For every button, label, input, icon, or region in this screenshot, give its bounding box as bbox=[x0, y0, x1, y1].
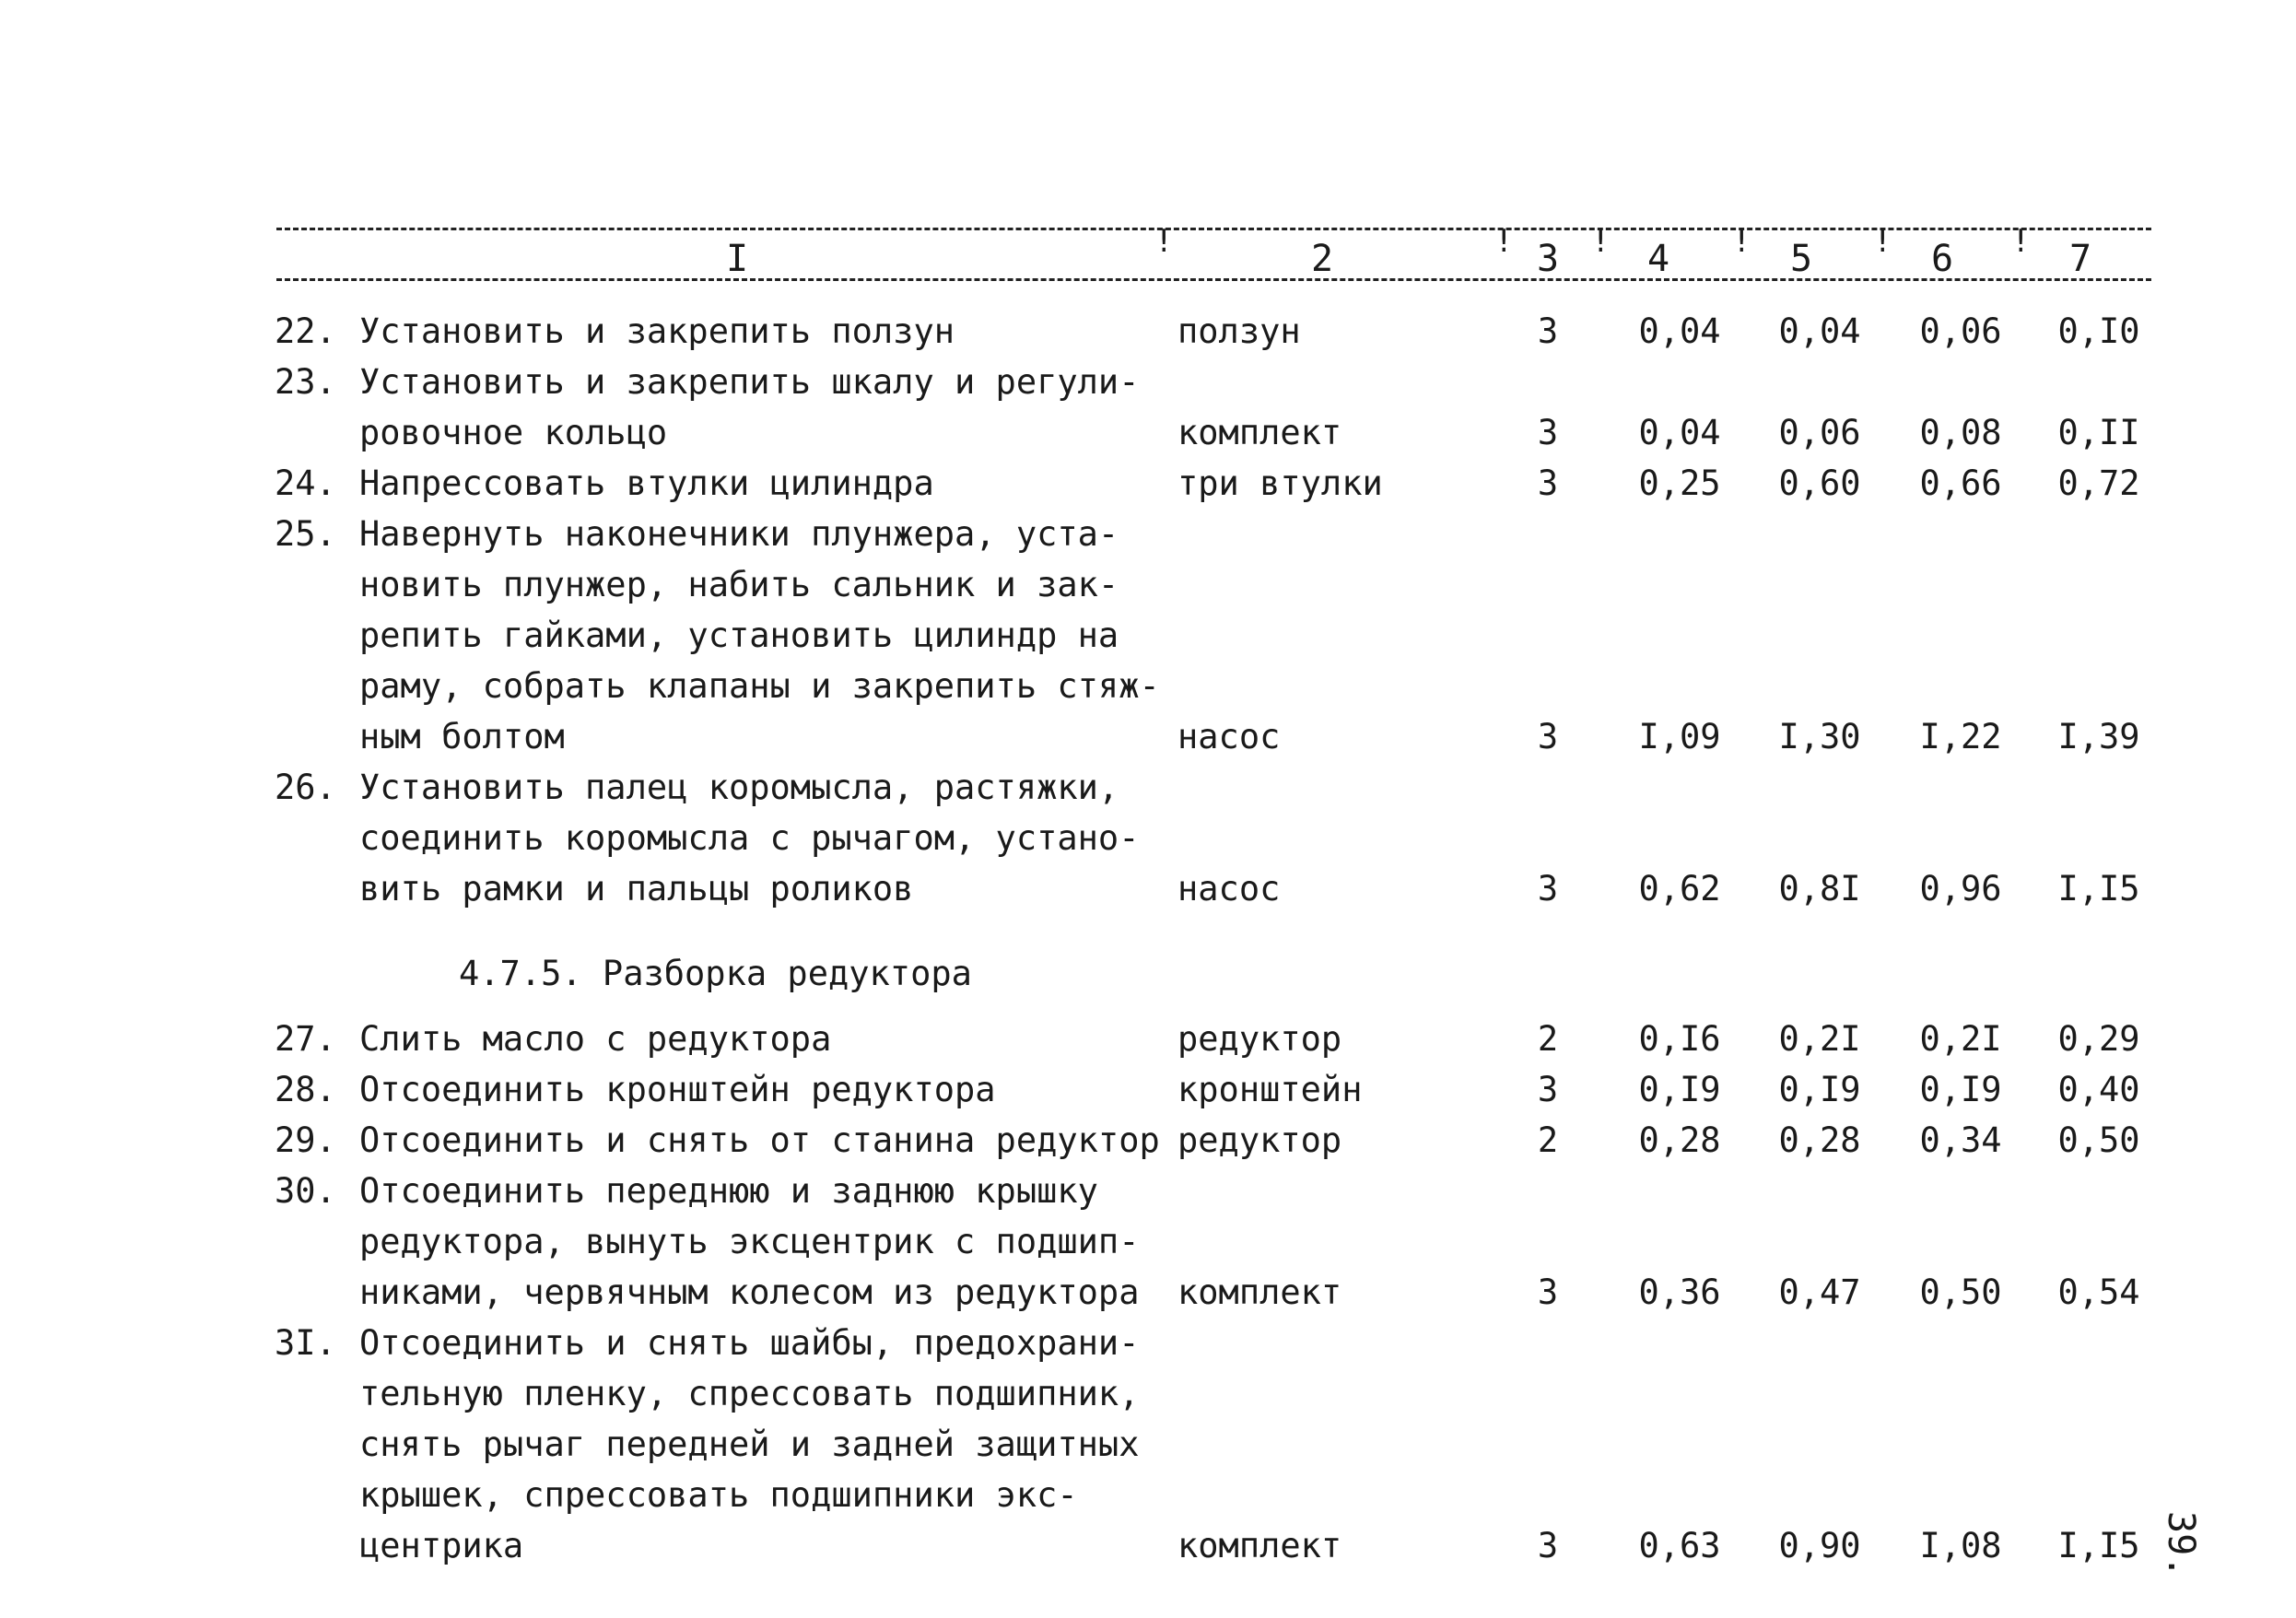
header-rule-top bbox=[276, 228, 2151, 230]
norm-value-6: 0,96 bbox=[1919, 869, 2002, 909]
norm-value-7: I,I5 bbox=[2057, 869, 2140, 909]
norm-value-5: I,30 bbox=[1778, 717, 1861, 756]
table-row bbox=[0, 509, 2296, 762]
category-value: 3 bbox=[1537, 1526, 1559, 1565]
norm-value-6: 0,2I bbox=[1919, 1019, 2002, 1059]
row-number: 27. bbox=[275, 1019, 336, 1059]
row-number: 28. bbox=[275, 1070, 336, 1109]
category-value: 2 bbox=[1537, 1120, 1559, 1160]
norm-value-5: 0,06 bbox=[1778, 413, 1861, 452]
header-rule-bottom bbox=[276, 278, 2151, 281]
norm-value-6: I,22 bbox=[1919, 717, 2002, 756]
norm-value-7: 0,72 bbox=[2057, 463, 2140, 503]
norm-value-6: 0,08 bbox=[1919, 413, 2002, 452]
table-row bbox=[0, 762, 2296, 914]
table-row bbox=[0, 1115, 2296, 1166]
category-value: 2 bbox=[1537, 1019, 1559, 1059]
header-col-7: 7 bbox=[2068, 238, 2092, 280]
category-value: 3 bbox=[1537, 311, 1559, 351]
row-number: 30. bbox=[275, 1171, 336, 1211]
row-number: 29. bbox=[275, 1120, 336, 1160]
norm-value-4: 0,28 bbox=[1638, 1120, 1721, 1160]
row-number: 23. bbox=[275, 362, 336, 402]
measure-unit: комплект bbox=[1177, 1272, 1342, 1312]
norm-value-7: 0,II bbox=[2057, 413, 2140, 452]
measure-unit: насос bbox=[1177, 869, 1281, 909]
header-separator: ! bbox=[1494, 223, 1514, 260]
norm-value-4: 0,63 bbox=[1638, 1526, 1721, 1565]
operation-description: Установить и закрепить ползун bbox=[359, 311, 955, 351]
table-row bbox=[0, 458, 2296, 509]
norm-value-5: 0,28 bbox=[1778, 1120, 1861, 1160]
norm-value-5: 0,I9 bbox=[1778, 1070, 1861, 1109]
table-row bbox=[0, 1014, 2296, 1064]
norm-value-6: 0,66 bbox=[1919, 463, 2002, 503]
norm-value-4: 0,I9 bbox=[1638, 1070, 1721, 1109]
header-separator: ! bbox=[1154, 223, 1174, 260]
operation-description: Отсоединить переднюю и заднюю крышку редуктора, вынуть эксцентрик с подшип- никами, червячным колесом из редуктора bbox=[359, 1171, 1140, 1312]
header-col-6: 6 bbox=[1930, 238, 1954, 280]
norm-value-5: 0,90 bbox=[1778, 1526, 1861, 1565]
norm-value-7: 0,40 bbox=[2057, 1070, 2140, 1109]
operation-description: Установить палец коромысла, растяжки, соединить коромысла с рычагом, устано- вить рамки и пальцы роликов bbox=[359, 768, 1140, 909]
operation-description: Напрессовать втулки цилиндра bbox=[359, 463, 934, 503]
header-separator: ! bbox=[1732, 223, 1751, 260]
norm-value-4: 0,62 bbox=[1638, 869, 1721, 909]
measure-unit: насос bbox=[1177, 717, 1281, 756]
row-number: 3I. bbox=[275, 1323, 336, 1363]
header-col-5: 5 bbox=[1789, 238, 1813, 280]
header-col-1: I bbox=[725, 238, 749, 280]
norm-value-4: 0,36 bbox=[1638, 1272, 1721, 1312]
measure-unit: кронштейн bbox=[1177, 1070, 1363, 1109]
norm-value-4: 0,04 bbox=[1638, 311, 1721, 351]
measure-unit: три втулки bbox=[1177, 463, 1383, 503]
norm-value-6: 0,34 bbox=[1919, 1120, 2002, 1160]
norm-value-7: 0,29 bbox=[2057, 1019, 2140, 1059]
operation-description: Отсоединить кронштейн редуктора bbox=[359, 1070, 996, 1109]
row-number: 25. bbox=[275, 514, 336, 554]
table-row bbox=[0, 357, 2296, 458]
norm-value-6: 0,I9 bbox=[1919, 1070, 2002, 1109]
section-title: 4.7.5. Разборка редуктора bbox=[459, 954, 972, 993]
operation-description: Установить и закрепить шкалу и регули- ровочное кольцо bbox=[359, 362, 1140, 452]
category-value: 3 bbox=[1537, 1070, 1559, 1109]
operation-description: Отсоединить и снять от станина редуктор bbox=[359, 1120, 1160, 1160]
norm-value-4: 0,25 bbox=[1638, 463, 1721, 503]
header-separator: ! bbox=[1873, 223, 1892, 260]
row-number: 22. bbox=[275, 311, 336, 351]
norm-value-5: 0,60 bbox=[1778, 463, 1861, 503]
norm-value-7: 0,I0 bbox=[2057, 311, 2140, 351]
operation-description: Навернуть наконечники плунжера, уста- новить плунжер, набить сальник и зак- репить гайками, установить цилиндр на раму, собрать клапаны и закрепить стяж- ным болтом bbox=[359, 514, 1160, 756]
header-separator: ! bbox=[2011, 223, 2031, 260]
operation-description: Отсоединить и снять шайбы, предохрани- тельную пленку, спрессовать подшипник, снять рычаг передней и задней защитных крышек, спрессовать подшипники экс- центрика bbox=[359, 1323, 1140, 1565]
row-number: 26. bbox=[275, 768, 336, 807]
measure-unit: комплект bbox=[1177, 1526, 1342, 1565]
norm-value-7: I,39 bbox=[2057, 717, 2140, 756]
norm-value-5: 0,04 bbox=[1778, 311, 1861, 351]
header-col-2: 2 bbox=[1310, 238, 1334, 280]
norm-value-6: 0,50 bbox=[1919, 1272, 2002, 1312]
category-value: 3 bbox=[1537, 1272, 1559, 1312]
norm-value-4: I,09 bbox=[1638, 717, 1721, 756]
page-number: 39. bbox=[2160, 1511, 2202, 1578]
header-col-4: 4 bbox=[1646, 238, 1670, 280]
norm-value-6: 0,06 bbox=[1919, 311, 2002, 351]
operation-description: Слить масло с редуктора bbox=[359, 1019, 832, 1059]
norm-value-7: I,I5 bbox=[2057, 1526, 2140, 1565]
category-value: 3 bbox=[1537, 413, 1559, 452]
category-value: 3 bbox=[1537, 463, 1559, 503]
norm-value-5: 0,47 bbox=[1778, 1272, 1861, 1312]
norm-value-5: 0,8I bbox=[1778, 869, 1861, 909]
measure-unit: комплект bbox=[1177, 413, 1342, 452]
norm-value-7: 0,50 bbox=[2057, 1120, 2140, 1160]
row-number: 24. bbox=[275, 463, 336, 503]
measure-unit: редуктор bbox=[1177, 1019, 1342, 1059]
norm-value-4: 0,I6 bbox=[1638, 1019, 1721, 1059]
norm-value-5: 0,2I bbox=[1778, 1019, 1861, 1059]
header-separator: ! bbox=[1591, 223, 1611, 260]
table-row bbox=[0, 1064, 2296, 1115]
norm-value-7: 0,54 bbox=[2057, 1272, 2140, 1312]
measure-unit: редуктор bbox=[1177, 1120, 1342, 1160]
norm-value-4: 0,04 bbox=[1638, 413, 1721, 452]
table-row bbox=[0, 1318, 2296, 1571]
norm-value-6: I,08 bbox=[1919, 1526, 2002, 1565]
category-value: 3 bbox=[1537, 717, 1559, 756]
measure-unit: ползун bbox=[1177, 311, 1301, 351]
table-row bbox=[0, 1166, 2296, 1318]
table-row bbox=[0, 306, 2296, 357]
header-col-3: 3 bbox=[1536, 238, 1560, 280]
category-value: 3 bbox=[1537, 869, 1559, 909]
